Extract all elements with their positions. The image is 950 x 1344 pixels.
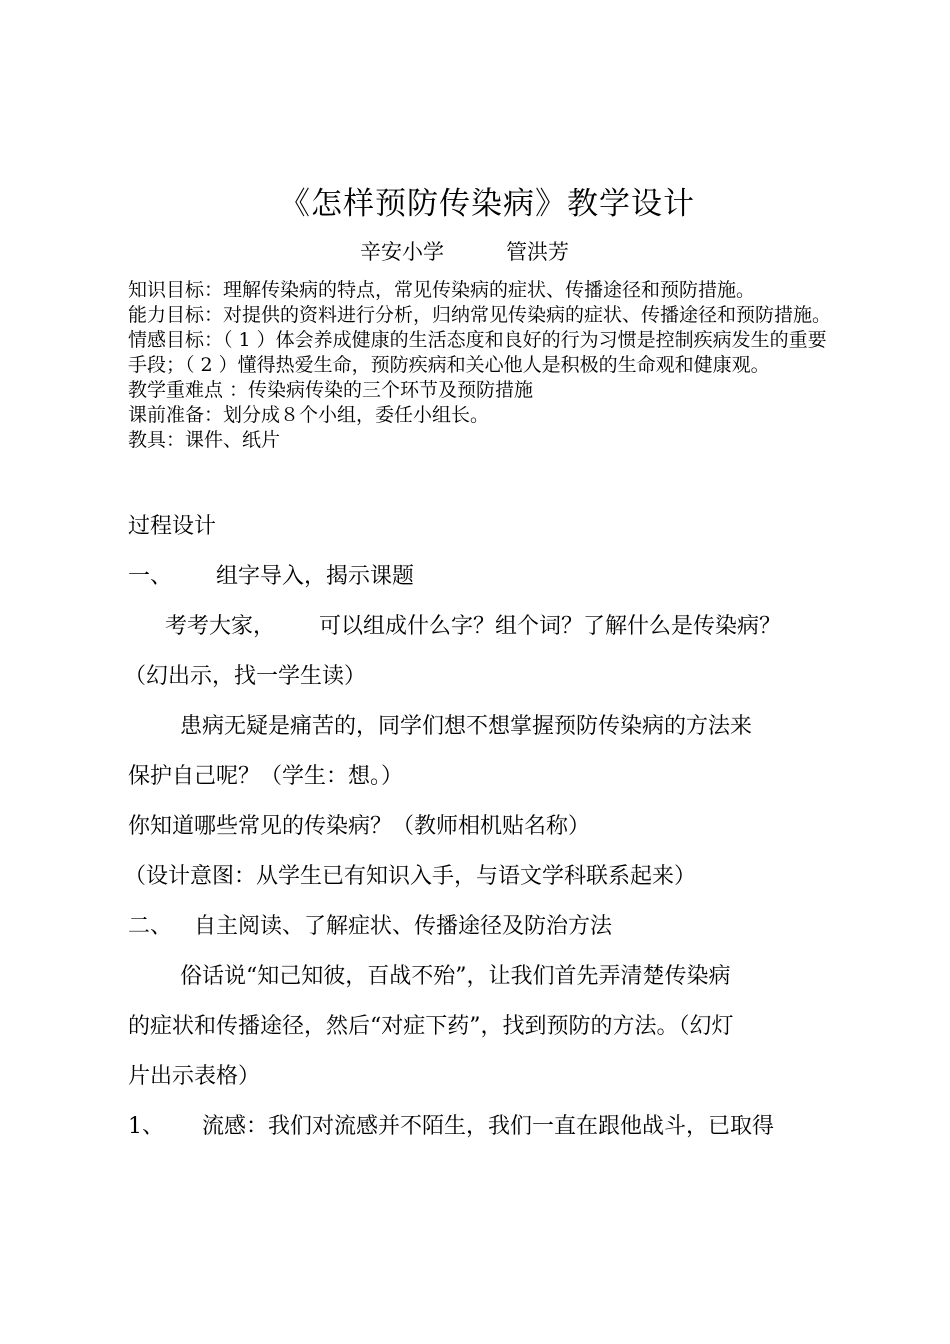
section-title: 组字导入，揭示课题	[216, 564, 415, 589]
preparation: 课前准备：划分成８个小组，委任小组长。	[128, 404, 490, 426]
process-heading: 过程设计	[128, 514, 217, 539]
key-difficulty: 教学重难点 ：传染病传染的三个环节及预防措施	[128, 379, 534, 401]
section-heading	[128, 911, 612, 943]
paragraph-line: 患病无疑是痛苦的，同学们想不想掌握预防传染病的方法来	[180, 714, 753, 739]
design-intent: （设计意图：从学生已有知识入手，与语文学科联系起来）	[124, 864, 697, 889]
paragraph-line: 保护自己呢？（学生：想。）	[128, 764, 404, 789]
section-heading	[128, 561, 414, 593]
teaching-aids: 教具：课件、纸片	[128, 429, 281, 451]
paragraph-text: 考考大家，	[165, 614, 276, 639]
author-name: 管洪芳	[506, 240, 569, 264]
paragraph-text: 可以组成什么字？组个词？了解什么是传染病？	[319, 614, 782, 639]
paragraph-line: 的症状和传播途径，然后“对症下药”，找到预防的方法。（幻灯	[128, 1014, 734, 1039]
paragraph-line: 俗话说“知己知彼，百战不殆”，让我们首先弄清楚传染病	[180, 964, 731, 989]
section-number: 一、	[128, 564, 173, 589]
paragraph-line: 片出示表格）	[128, 1064, 261, 1089]
knowledge-goal: 知识目标：理解传染病的特点，常见传染病的症状、传播途径和预防措施。	[128, 279, 756, 301]
list-item-number: 1、	[128, 1114, 164, 1139]
section-number: 二、	[128, 914, 173, 939]
school-name: 辛安小学	[360, 240, 444, 264]
paragraph-line	[165, 611, 781, 643]
section-title: 自主阅读、了解症状、传播途径及防治方法	[194, 914, 613, 939]
list-item-text: 流感：我们对流感并不陌生，我们一直在跟他战斗，已取得	[202, 1114, 775, 1139]
list-item	[128, 1111, 774, 1143]
emotion-goal: 情感目标：（ 1 ）体会养成健康的生活态度和良好的行为习惯是控制疾病发生的重要手段；（ 2 ）懂得热爱生命，预防疾病和关心他人是积极的生命观和健康观。	[128, 329, 827, 376]
document-title: 《怎样预防传染病》教学设计	[279, 186, 695, 222]
paragraph-line: 你知道哪些常见的传染病？（教师相机贴名称）	[128, 814, 591, 839]
ability-goal: 能力目标：对提供的资料进行分析，归纳常见传染病的症状、传播途径和预防措施。	[128, 304, 832, 326]
paragraph-line: （幻出示，找一学生读）	[124, 664, 367, 689]
